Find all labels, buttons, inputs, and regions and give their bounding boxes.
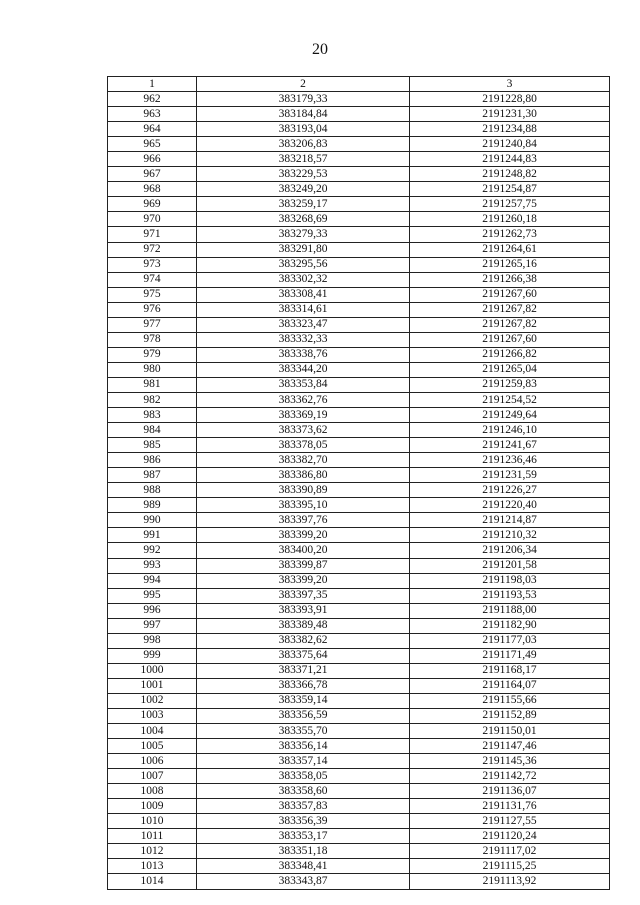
y-coordinate-cell: 2191254,52 [410,392,610,407]
table-row [108,739,610,754]
point-number-cell: 1004 [108,724,197,739]
table-row [108,197,610,212]
y-coordinate-cell: 2191231,59 [410,468,610,483]
table-row [108,633,610,648]
table-row [108,573,610,588]
y-coordinate-cell: 2191145,36 [410,754,610,769]
x-coordinate-cell: 383179,33 [197,92,410,107]
table-row [108,167,610,182]
table-row [108,829,610,844]
point-number-cell: 980 [108,362,197,377]
point-number-cell: 962 [108,92,197,107]
table-row [108,287,610,302]
y-coordinate-cell: 2191240,84 [410,137,610,152]
y-coordinate-cell: 2191249,64 [410,408,610,423]
x-coordinate-cell: 383308,41 [197,287,410,302]
table-row [108,754,610,769]
point-number-cell: 1011 [108,829,197,844]
x-coordinate-cell: 383295,56 [197,257,410,272]
table-row [108,814,610,829]
x-coordinate-cell: 383268,69 [197,212,410,227]
x-coordinate-cell: 383323,47 [197,317,410,332]
point-number-cell: 973 [108,257,197,272]
table-row [108,423,610,438]
point-number-cell: 997 [108,618,197,633]
x-coordinate-cell: 383343,87 [197,874,410,889]
x-coordinate-cell: 383359,14 [197,693,410,708]
y-coordinate-cell: 2191136,07 [410,784,610,799]
y-coordinate-cell: 2191214,87 [410,513,610,528]
point-number-cell: 963 [108,107,197,122]
table-row [108,377,610,392]
table-row [108,799,610,814]
y-coordinate-cell: 2191267,82 [410,302,610,317]
x-coordinate-cell: 383371,21 [197,663,410,678]
x-coordinate-cell: 383249,20 [197,182,410,197]
x-coordinate-cell: 383375,64 [197,648,410,663]
x-coordinate-cell: 383358,60 [197,784,410,799]
x-coordinate-cell: 383399,87 [197,558,410,573]
point-number-cell: 998 [108,633,197,648]
point-number-cell: 976 [108,302,197,317]
point-number-cell: 996 [108,603,197,618]
column-header-1: 1 [108,77,197,92]
y-coordinate-cell: 2191241,67 [410,438,610,453]
x-coordinate-cell: 383356,59 [197,708,410,723]
point-number-cell: 1010 [108,814,197,829]
y-coordinate-cell: 2191127,55 [410,814,610,829]
table-body [108,92,610,889]
column-header-3: 3 [410,77,610,92]
point-number-cell: 990 [108,513,197,528]
table-row [108,543,610,558]
point-number-cell: 964 [108,122,197,137]
table-row [108,468,610,483]
x-coordinate-cell: 383353,17 [197,829,410,844]
y-coordinate-cell: 2191266,82 [410,347,610,362]
x-coordinate-cell: 383218,57 [197,152,410,167]
x-coordinate-cell: 383314,61 [197,302,410,317]
point-number-cell: 982 [108,392,197,407]
point-number-cell: 975 [108,287,197,302]
x-coordinate-cell: 383399,20 [197,573,410,588]
point-number-cell: 1013 [108,859,197,874]
table-row [108,588,610,603]
table-row [108,663,610,678]
point-number-cell: 1001 [108,678,197,693]
y-coordinate-cell: 2191150,01 [410,724,610,739]
point-number-cell: 1014 [108,874,197,889]
table-row [108,242,610,257]
x-coordinate-cell: 383397,35 [197,588,410,603]
table-row [108,332,610,347]
x-coordinate-cell: 383373,62 [197,423,410,438]
point-number-cell: 1007 [108,769,197,784]
x-coordinate-cell: 383382,62 [197,633,410,648]
x-coordinate-cell: 383395,10 [197,498,410,513]
y-coordinate-cell: 2191117,02 [410,844,610,859]
table-row [108,678,610,693]
point-number-cell: 1003 [108,708,197,723]
y-coordinate-cell: 2191210,32 [410,528,610,543]
point-number-cell: 1008 [108,784,197,799]
y-coordinate-cell: 2191120,24 [410,829,610,844]
y-coordinate-cell: 2191201,58 [410,558,610,573]
table-row [108,724,610,739]
point-number-cell: 992 [108,543,197,558]
x-coordinate-cell: 383353,84 [197,377,410,392]
table-row [108,603,610,618]
point-number-cell: 993 [108,558,197,573]
table-row [108,708,610,723]
point-number-cell: 1002 [108,693,197,708]
y-coordinate-cell: 2191206,34 [410,543,610,558]
table-row [108,874,610,889]
y-coordinate-cell: 2191188,00 [410,603,610,618]
point-number-cell: 983 [108,408,197,423]
point-number-cell: 1009 [108,799,197,814]
x-coordinate-cell: 383344,20 [197,362,410,377]
y-coordinate-cell: 2191259,83 [410,377,610,392]
x-coordinate-cell: 383362,76 [197,392,410,407]
point-number-cell: 989 [108,498,197,513]
x-coordinate-cell: 383356,39 [197,814,410,829]
coordinates-table [107,76,610,890]
table-row [108,453,610,468]
table-row [108,107,610,122]
table-row [108,769,610,784]
table-row [108,438,610,453]
table-row [108,784,610,799]
table-row [108,618,610,633]
x-coordinate-cell: 383400,20 [197,543,410,558]
point-number-cell: 981 [108,377,197,392]
table-row [108,844,610,859]
x-coordinate-cell: 383291,80 [197,242,410,257]
point-number-cell: 971 [108,227,197,242]
x-coordinate-cell: 383378,05 [197,438,410,453]
point-number-cell: 1006 [108,754,197,769]
point-number-cell: 974 [108,272,197,287]
table-row [108,152,610,167]
y-coordinate-cell: 2191260,18 [410,212,610,227]
point-number-cell: 984 [108,423,197,438]
point-number-cell: 1005 [108,739,197,754]
point-number-cell: 999 [108,648,197,663]
x-coordinate-cell: 383348,41 [197,859,410,874]
point-number-cell: 970 [108,212,197,227]
y-coordinate-cell: 2191248,82 [410,167,610,182]
y-coordinate-cell: 2191254,87 [410,182,610,197]
x-coordinate-cell: 383338,76 [197,347,410,362]
table-row [108,122,610,137]
point-number-cell: 969 [108,197,197,212]
y-coordinate-cell: 2191198,03 [410,573,610,588]
y-coordinate-cell: 2191131,76 [410,799,610,814]
table-row [108,558,610,573]
x-coordinate-cell: 383369,19 [197,408,410,423]
page-number: 20 [312,41,328,58]
table-row [108,408,610,423]
table-row [108,92,610,107]
x-coordinate-cell: 383206,83 [197,137,410,152]
y-coordinate-cell: 2191265,16 [410,257,610,272]
point-number-cell: 988 [108,483,197,498]
x-coordinate-cell: 383393,91 [197,603,410,618]
x-coordinate-cell: 383184,84 [197,107,410,122]
point-number-cell: 966 [108,152,197,167]
y-coordinate-cell: 2191246,10 [410,423,610,438]
y-coordinate-cell: 2191244,83 [410,152,610,167]
point-number-cell: 994 [108,573,197,588]
table-row [108,257,610,272]
table-row [108,693,610,708]
x-coordinate-cell: 383356,14 [197,739,410,754]
table-row [108,498,610,513]
x-coordinate-cell: 383229,53 [197,167,410,182]
point-number-cell: 977 [108,317,197,332]
y-coordinate-cell: 2191266,38 [410,272,610,287]
y-coordinate-cell: 2191267,82 [410,317,610,332]
table-header [108,77,610,92]
point-number-cell: 986 [108,453,197,468]
column-header-2: 2 [197,77,410,92]
table-row [108,272,610,287]
x-coordinate-cell: 383193,04 [197,122,410,137]
table-row [108,227,610,242]
y-coordinate-cell: 2191155,66 [410,693,610,708]
point-number-cell: 995 [108,588,197,603]
y-coordinate-cell: 2191264,61 [410,242,610,257]
x-coordinate-cell: 383357,83 [197,799,410,814]
x-coordinate-cell: 383332,33 [197,332,410,347]
x-coordinate-cell: 383351,18 [197,844,410,859]
y-coordinate-cell: 2191220,40 [410,498,610,513]
y-coordinate-cell: 2191113,92 [410,874,610,889]
point-number-cell: 965 [108,137,197,152]
y-coordinate-cell: 2191265,04 [410,362,610,377]
y-coordinate-cell: 2191226,27 [410,483,610,498]
table-row [108,859,610,874]
x-coordinate-cell: 383397,76 [197,513,410,528]
header-row [108,77,610,92]
point-number-cell: 967 [108,167,197,182]
x-coordinate-cell: 383259,17 [197,197,410,212]
table-row [108,347,610,362]
y-coordinate-cell: 2191115,25 [410,859,610,874]
y-coordinate-cell: 2191234,88 [410,122,610,137]
point-number-cell: 972 [108,242,197,257]
x-coordinate-cell: 383279,33 [197,227,410,242]
x-coordinate-cell: 383399,20 [197,528,410,543]
y-coordinate-cell: 2191267,60 [410,287,610,302]
point-number-cell: 968 [108,182,197,197]
x-coordinate-cell: 383358,05 [197,769,410,784]
table-row [108,528,610,543]
y-coordinate-cell: 2191182,90 [410,618,610,633]
y-coordinate-cell: 2191177,03 [410,633,610,648]
x-coordinate-cell: 383355,70 [197,724,410,739]
point-number-cell: 978 [108,332,197,347]
x-coordinate-cell: 383386,80 [197,468,410,483]
table-row [108,362,610,377]
table-row [108,648,610,663]
y-coordinate-cell: 2191257,75 [410,197,610,212]
table-row [108,392,610,407]
y-coordinate-cell: 2191267,60 [410,332,610,347]
y-coordinate-cell: 2191193,53 [410,588,610,603]
y-coordinate-cell: 2191262,73 [410,227,610,242]
y-coordinate-cell: 2191152,89 [410,708,610,723]
y-coordinate-cell: 2191231,30 [410,107,610,122]
y-coordinate-cell: 2191142,72 [410,769,610,784]
table-row [108,212,610,227]
table-row [108,483,610,498]
point-number-cell: 987 [108,468,197,483]
x-coordinate-cell: 383366,78 [197,678,410,693]
y-coordinate-cell: 2191168,17 [410,663,610,678]
x-coordinate-cell: 383382,70 [197,453,410,468]
table-row [108,317,610,332]
point-number-cell: 1012 [108,844,197,859]
y-coordinate-cell: 2191164,07 [410,678,610,693]
table-row [108,137,610,152]
point-number-cell: 991 [108,528,197,543]
y-coordinate-cell: 2191228,80 [410,92,610,107]
table-row [108,182,610,197]
table-row [108,302,610,317]
x-coordinate-cell: 383357,14 [197,754,410,769]
y-coordinate-cell: 2191147,46 [410,739,610,754]
y-coordinate-cell: 2191236,46 [410,453,610,468]
x-coordinate-cell: 383390,89 [197,483,410,498]
x-coordinate-cell: 383302,32 [197,272,410,287]
y-coordinate-cell: 2191171,49 [410,648,610,663]
table-row [108,513,610,528]
x-coordinate-cell: 383389,48 [197,618,410,633]
point-number-cell: 1000 [108,663,197,678]
point-number-cell: 985 [108,438,197,453]
point-number-cell: 979 [108,347,197,362]
